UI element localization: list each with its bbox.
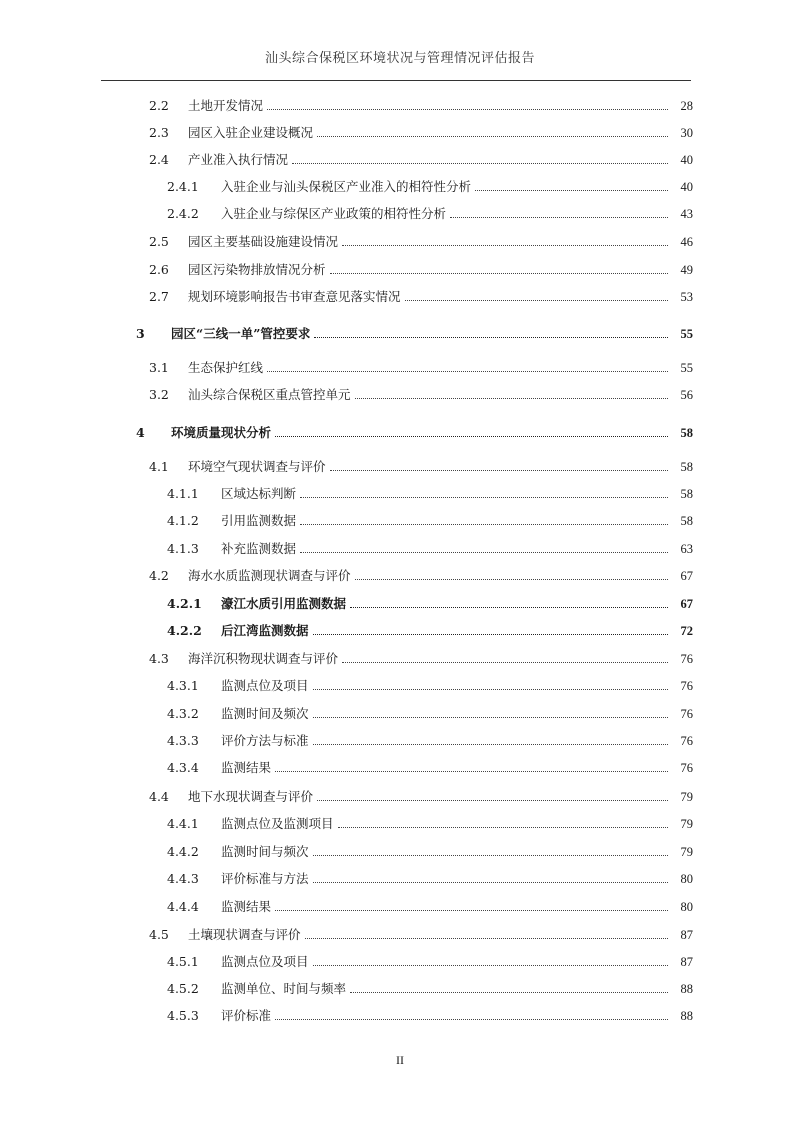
toc-entry-page: 76 bbox=[680, 761, 693, 775]
toc-entry-title: 园区污染物排放情况分析 bbox=[188, 262, 326, 277]
toc-entry-page: 87 bbox=[680, 955, 693, 969]
toc-entry[interactable] bbox=[167, 897, 693, 917]
toc-entry-number: 2.7 bbox=[149, 289, 169, 304]
toc-entry-title: 园区入驻企业建设概况 bbox=[188, 125, 314, 140]
toc-entry-title: 评价标准 bbox=[221, 1008, 272, 1023]
toc-entry-page: 87 bbox=[680, 928, 693, 942]
toc-entry-title: 补充监测数据 bbox=[221, 541, 297, 556]
toc-entry-page: 88 bbox=[680, 982, 693, 996]
toc-leader-dots bbox=[313, 854, 668, 856]
toc-entry-number: 4.4.2 bbox=[167, 844, 199, 859]
toc-entry-number: 4.4.4 bbox=[167, 899, 199, 914]
toc-entry-page: 56 bbox=[680, 388, 693, 402]
toc-leader-dots bbox=[350, 606, 668, 608]
toc-entry-title: 汕头综合保税区重点管控单元 bbox=[188, 387, 351, 402]
toc-entry-number: 2.4.2 bbox=[167, 206, 199, 221]
toc-entry-page: 49 bbox=[680, 263, 693, 277]
toc-entry-number: 4.3.4 bbox=[167, 760, 199, 775]
toc-entry-title: 监测时间与频次 bbox=[221, 844, 309, 859]
toc-entry-page: 58 bbox=[680, 514, 693, 528]
toc-entry[interactable] bbox=[149, 649, 693, 669]
toc-entry-page: 28 bbox=[680, 99, 693, 113]
toc-entry-title: 环境质量现状分析 bbox=[171, 425, 272, 440]
page-number: II bbox=[396, 1053, 404, 1067]
toc-entry-number: 4.3 bbox=[149, 651, 169, 666]
toc-entry-number: 3.1 bbox=[149, 360, 169, 375]
toc-entry[interactable] bbox=[149, 260, 693, 280]
toc-leader-dots bbox=[313, 633, 668, 635]
toc-entry[interactable] bbox=[167, 704, 693, 724]
toc-entry[interactable] bbox=[149, 566, 693, 586]
toc-leader-dots bbox=[313, 743, 668, 745]
toc-leader-dots bbox=[313, 881, 668, 883]
toc-leader-dots bbox=[313, 688, 668, 690]
toc-entry-title: 环境空气现状调查与评价 bbox=[188, 459, 326, 474]
toc-entry-number: 4.2 bbox=[149, 568, 169, 583]
toc-entry[interactable] bbox=[149, 232, 693, 252]
toc-leader-dots bbox=[450, 216, 668, 218]
toc-leader-dots bbox=[330, 272, 668, 274]
toc-entry-page: 67 bbox=[680, 597, 693, 611]
toc-entry-number: 4.5.1 bbox=[167, 954, 199, 969]
toc-entry-page: 79 bbox=[680, 790, 693, 804]
toc-entry-title: 监测单位、时间与频率 bbox=[221, 981, 347, 996]
toc-entry-title: 地下水现状调查与评价 bbox=[188, 789, 314, 804]
toc-entry-page: 79 bbox=[680, 845, 693, 859]
toc-entry-title: 监测结果 bbox=[221, 899, 272, 914]
toc-leader-dots bbox=[313, 964, 668, 966]
toc-entry-page: 79 bbox=[680, 817, 693, 831]
toc-entry-title: 入驻企业与综保区产业政策的相符性分析 bbox=[221, 206, 447, 221]
toc-entry[interactable] bbox=[167, 621, 693, 641]
toc-entry-number: 2.2 bbox=[149, 98, 169, 113]
toc-entry[interactable] bbox=[167, 1006, 693, 1026]
toc-leader-dots bbox=[338, 826, 668, 828]
toc-entry-title: 评价标准与方法 bbox=[221, 871, 309, 886]
toc-entry-page: 55 bbox=[680, 327, 693, 341]
toc-entry-title: 生态保护红线 bbox=[188, 360, 264, 375]
toc-entry[interactable] bbox=[149, 287, 693, 307]
toc-entry-title: 濠江水质引用监测数据 bbox=[221, 596, 347, 611]
toc-entry-title: 监测点位及监测项目 bbox=[221, 816, 334, 831]
toc-entry-title: 园区主要基础设施建设情况 bbox=[188, 234, 339, 249]
toc-entry-number: 4.4.1 bbox=[167, 816, 199, 831]
toc-entry-title: 后江湾监测数据 bbox=[221, 623, 309, 638]
toc-leader-dots bbox=[300, 523, 668, 525]
toc-leader-dots bbox=[350, 991, 668, 993]
toc-entry-number: 4.3.2 bbox=[167, 706, 199, 721]
toc-entry-number: 4.5.2 bbox=[167, 981, 199, 996]
toc-entry-title: 土地开发情况 bbox=[188, 98, 264, 113]
toc-entry[interactable] bbox=[136, 324, 693, 344]
toc-entry-page: 40 bbox=[680, 180, 693, 194]
toc-leader-dots bbox=[355, 578, 668, 580]
running-header-title: 汕头综合保税区环境状况与管理情况评估报告 bbox=[264, 51, 535, 66]
toc-entry-page: 63 bbox=[680, 542, 693, 556]
toc-leader-dots bbox=[300, 496, 668, 498]
toc-entry-number: 4.1.3 bbox=[167, 541, 199, 556]
toc-entry[interactable] bbox=[136, 423, 693, 443]
toc-entry[interactable] bbox=[167, 177, 693, 197]
toc-entry-number: 4.3.1 bbox=[167, 678, 199, 693]
toc-entry-page: 53 bbox=[680, 290, 693, 304]
toc-entry-page: 58 bbox=[680, 460, 693, 474]
toc-entry-page: 58 bbox=[680, 426, 693, 440]
toc-entry-number: 2.5 bbox=[149, 234, 169, 249]
toc-entry-page: 76 bbox=[680, 679, 693, 693]
toc-entry-page: 58 bbox=[680, 487, 693, 501]
toc-leader-dots bbox=[305, 937, 668, 939]
toc-entry-page: 80 bbox=[680, 872, 693, 886]
toc-entry-title: 规划环境影响报告书审查意见落实情况 bbox=[188, 289, 401, 304]
toc-leader-dots bbox=[267, 370, 668, 372]
toc-entry[interactable] bbox=[167, 979, 693, 999]
toc-entry[interactable] bbox=[149, 123, 693, 143]
toc-leader-dots bbox=[355, 397, 668, 399]
toc-leader-dots bbox=[275, 909, 668, 911]
toc-entry-number: 4.4 bbox=[149, 789, 169, 804]
toc-entry-page: 67 bbox=[680, 569, 693, 583]
toc-entry-title: 评价方法与标准 bbox=[221, 733, 309, 748]
toc-entry-page: 80 bbox=[680, 900, 693, 914]
toc-leader-dots bbox=[300, 551, 668, 553]
toc-entry[interactable] bbox=[167, 594, 693, 614]
toc-entry[interactable] bbox=[167, 758, 693, 778]
toc-entry-number: 4.2.1 bbox=[167, 596, 202, 611]
toc-leader-dots bbox=[313, 716, 668, 718]
toc-entry-page: 46 bbox=[680, 235, 693, 249]
toc-entry[interactable] bbox=[149, 787, 693, 807]
toc-leader-dots bbox=[342, 244, 668, 246]
toc-entry[interactable] bbox=[149, 96, 693, 116]
toc-entry-number: 2.4.1 bbox=[167, 179, 199, 194]
toc-entry-title: 区域达标判断 bbox=[221, 486, 297, 501]
toc-entry[interactable] bbox=[167, 842, 693, 862]
toc-leader-dots bbox=[267, 108, 668, 110]
toc-entry-number: 4.4.3 bbox=[167, 871, 199, 886]
toc-leader-dots bbox=[275, 1018, 668, 1020]
toc-entry-title: 入驻企业与汕头保税区产业准入的相符性分析 bbox=[221, 179, 472, 194]
toc-entry-page: 76 bbox=[680, 707, 693, 721]
toc-entry-title: 海洋沉积物现状调查与评价 bbox=[188, 651, 339, 666]
toc-entry-title: 监测结果 bbox=[221, 760, 272, 775]
toc-entry-title: 监测点位及项目 bbox=[221, 678, 309, 693]
toc-leader-dots bbox=[475, 189, 668, 191]
toc-entry[interactable] bbox=[149, 925, 693, 945]
toc-entry-number: 3.2 bbox=[149, 387, 169, 402]
toc-entry-number: 4.3.3 bbox=[167, 733, 199, 748]
toc-entry[interactable] bbox=[149, 358, 693, 378]
toc-entry-number: 4.1.2 bbox=[167, 513, 199, 528]
toc-entry-title: 土壤现状调查与评价 bbox=[188, 927, 301, 942]
toc-entry-number: 2.4 bbox=[149, 152, 169, 167]
toc-leader-dots bbox=[292, 162, 668, 164]
toc-leader-dots bbox=[317, 135, 668, 137]
toc-entry-number: 4.2.2 bbox=[167, 623, 202, 638]
toc-entry[interactable] bbox=[167, 869, 693, 889]
toc-entry[interactable] bbox=[167, 511, 693, 531]
toc-leader-dots bbox=[342, 661, 668, 663]
toc-entry-number: 4 bbox=[136, 425, 145, 440]
toc-leader-dots bbox=[317, 799, 668, 801]
toc-leader-dots bbox=[405, 299, 668, 301]
toc-entry-page: 30 bbox=[680, 126, 693, 140]
toc-entry-number: 4.1 bbox=[149, 459, 169, 474]
toc-entry-number: 2.6 bbox=[149, 262, 169, 277]
toc-entry-page: 43 bbox=[680, 207, 693, 221]
toc-entry-title: 引用监测数据 bbox=[221, 513, 297, 528]
toc-entry-page: 40 bbox=[680, 153, 693, 167]
toc-leader-dots bbox=[275, 770, 668, 772]
toc-entry-number: 4.1.1 bbox=[167, 486, 199, 501]
toc-entry[interactable] bbox=[149, 150, 693, 170]
toc-leader-dots bbox=[275, 435, 668, 437]
toc-entry-page: 55 bbox=[680, 361, 693, 375]
toc-entry-number: 3 bbox=[136, 326, 145, 341]
toc-entry[interactable] bbox=[167, 539, 693, 559]
toc-entry-number: 4.5.3 bbox=[167, 1008, 199, 1023]
header-divider bbox=[101, 80, 691, 81]
toc-entry-title: 监测时间及频次 bbox=[221, 706, 309, 721]
toc-entry-title: 产业准入执行情况 bbox=[188, 152, 289, 167]
toc-entry-page: 88 bbox=[680, 1009, 693, 1023]
toc-leader-dots bbox=[330, 469, 668, 471]
toc-entry[interactable] bbox=[167, 731, 693, 751]
toc-entry-title: 监测点位及项目 bbox=[221, 954, 309, 969]
toc-entry[interactable] bbox=[167, 676, 693, 696]
toc-leader-dots bbox=[314, 336, 668, 338]
toc-entry-title: 海水水质监测现状调查与评价 bbox=[188, 568, 351, 583]
toc-entry[interactable] bbox=[149, 385, 693, 405]
toc-entry-title: 园区“三线一单”管控要求 bbox=[171, 326, 311, 341]
toc-entry-page: 72 bbox=[680, 624, 693, 638]
toc-entry[interactable] bbox=[167, 814, 693, 834]
toc-entry[interactable] bbox=[167, 484, 693, 504]
toc-entry-number: 2.3 bbox=[149, 125, 169, 140]
toc-entry-number: 4.5 bbox=[149, 927, 169, 942]
toc-entry-page: 76 bbox=[680, 652, 693, 666]
toc-entry-page: 76 bbox=[680, 734, 693, 748]
toc-entry[interactable] bbox=[149, 457, 693, 477]
toc-entry[interactable] bbox=[167, 952, 693, 972]
toc-entry[interactable] bbox=[167, 204, 693, 224]
